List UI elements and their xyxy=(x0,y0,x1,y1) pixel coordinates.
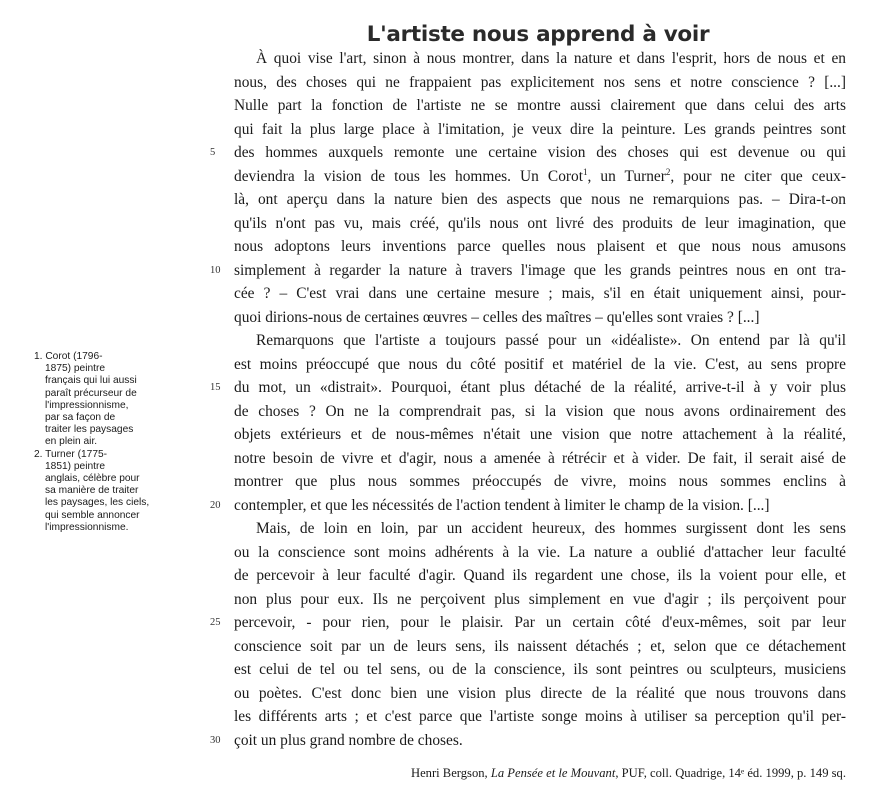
text-line xyxy=(234,118,846,142)
line-text: du mot, un «distrait». Pourquoi, étant plus détaché de la réalité, arrive-t-il à y voir plus xyxy=(234,379,846,396)
text-line xyxy=(234,423,846,447)
text-line xyxy=(234,588,846,612)
line-text: ou poètes. C'est donc bien une vision plus directe de la réalité que nous trouvons dans xyxy=(234,684,846,702)
footnote-line: en plein air. xyxy=(45,436,98,448)
line-text: À quoi vise l'art, sinon à nous montrer, dans la nature et dans l'esprit, hors de nous et en xyxy=(256,50,846,67)
line-text: de choses ? On ne la comprendrait pas, si la vision que nous avons ordinairement des xyxy=(234,402,846,420)
line-text: est celui de tel ou tel sens, ou de la conscience, ils sont peintres ou sculpteurs, musiciens xyxy=(234,661,846,678)
line-text: qui fait la plus large place à l'imitation, je veux dire la peinture. Les grands peintres sont xyxy=(234,120,846,138)
line-text: notre besoin de vivre et d'agir, nous a amenée à rétrécir et à vider. De fait, il serait aisé de xyxy=(234,449,846,467)
text-line xyxy=(234,564,846,588)
line-text: nous adoptons leurs inventions parce quelles nous plaisent et que nous nous amusons xyxy=(234,238,846,255)
line-text: nous, des choses qui ne frappaient pas explicitement nos sens et notre conscience ? [...] xyxy=(234,73,846,91)
line-number: 30 xyxy=(210,734,221,746)
text-line xyxy=(234,235,846,259)
text-line xyxy=(234,541,846,565)
line-text: contempler, et que les nécessités de l'action tendent à limiter le champ de la vision. [...] xyxy=(234,496,770,514)
footnote-line: 2. Turner (1775- xyxy=(34,448,108,460)
text-line xyxy=(234,306,846,330)
line-text: Nulle part la fonction de l'artiste ne se montre aussi clairement que dans celui des arts xyxy=(234,97,846,114)
text-line xyxy=(234,658,846,682)
footnote xyxy=(34,351,186,449)
line-text: simplement à regarder la nature à travers l'image que les grands peintres nous en ont tra- xyxy=(234,261,846,279)
text-line xyxy=(234,705,846,729)
text-line xyxy=(210,494,846,518)
line-text: conscience soit par un de leurs sens, ils naissent détachés ; et, selon que ce détachement xyxy=(234,637,846,655)
text-line xyxy=(210,259,846,283)
line-text: montrer que plus nous sommes préoccupés de vivre, moins nous sommes enclins à xyxy=(234,473,846,490)
line-number: 25 xyxy=(210,617,221,628)
source-book-title: La Pensée et le Mouvant xyxy=(490,766,616,780)
text-line xyxy=(234,470,846,494)
footnote-line: l'impressionnisme. xyxy=(45,521,129,533)
line-text: ou la conscience sont moins adhérents à la vie. La nature a oublié d'attacher leur faculté xyxy=(234,543,846,561)
text-line xyxy=(234,282,846,306)
line-text: des hommes auxquels remonte une certaine vision des choses qui est devenue ou qui xyxy=(234,144,846,161)
text-line xyxy=(234,47,846,71)
text-line xyxy=(234,188,846,212)
source-citation xyxy=(411,766,846,781)
text-line xyxy=(234,447,846,471)
line-text: là, ont aperçu dans la nature bien des aspects que nous ne remarquions pas. – Dira-t-on xyxy=(234,191,846,208)
line-text: est moins préoccupé que nous du côté positif et matériel de la vie. C'est, au sens propre xyxy=(234,355,846,373)
text-line xyxy=(210,376,846,400)
line-text: çoit un plus grand nombre de choses. xyxy=(234,731,463,749)
line-number: 10 xyxy=(210,264,221,276)
line-text: Mais, de loin en loin, par un accident heureux, des hommes surgissent dont les sens xyxy=(256,520,846,537)
text-line xyxy=(234,71,846,95)
footnote-line: l'impressionnisme, xyxy=(45,399,129,411)
text-line xyxy=(234,682,846,706)
line-text: Remarquons que l'artiste a toujours passé pour un «idéaliste». On entend par là qu'il xyxy=(256,332,846,349)
footnote-line: 1. Corot (1796- xyxy=(34,351,103,362)
line-text: objets extérieurs et de nous-mêmes n'était une vision que notre attachement à la réalité, xyxy=(234,426,846,443)
footnote-line: 1875) peintre xyxy=(45,363,106,375)
footnote-line: sa manière de traiter xyxy=(45,485,139,497)
line-text: cée ? – C'est vrai dans une certaine mesure ; mais, s'il en était uniquement ainsi, pour- xyxy=(234,285,846,302)
text-line xyxy=(234,353,846,377)
text-line xyxy=(234,517,846,541)
footnote-line: paraît précurseur de xyxy=(45,387,137,399)
text-line xyxy=(210,141,846,165)
text-line xyxy=(234,165,846,189)
footnote-line: par sa façon de xyxy=(45,412,116,424)
line-text: non plus pour eux. Ils ne perçoivent plus simplement en vue d'agir ; ils perçoivent pour xyxy=(234,590,846,608)
text-line xyxy=(234,212,846,236)
footnote-line: français qui lui aussi xyxy=(45,375,137,387)
source-details: , PUF, coll. Quadrige, 14ᵉ éd. 1999, p. 149 sq. xyxy=(615,766,846,780)
footnote-ref: 2 xyxy=(665,166,671,177)
line-number: 15 xyxy=(210,382,221,393)
text-line xyxy=(234,400,846,424)
line-text: qu'ils n'ont pas vu, mais créé, qu'ils nous ont livré des produits de leur imagination, que xyxy=(234,214,846,232)
main-text xyxy=(210,47,846,752)
line-text: les différents arts ; et c'est parce que l'artiste songe moins à utiliser sa perception qu'il per- xyxy=(234,708,846,725)
text-line xyxy=(234,329,846,353)
footnote-line: les paysages, les ciels, xyxy=(45,497,150,509)
text-line xyxy=(210,729,846,753)
text-line xyxy=(234,635,846,659)
footnote xyxy=(34,449,186,534)
text-line xyxy=(234,94,846,118)
footnote-line: 1851) peintre xyxy=(45,460,106,472)
line-number: 5 xyxy=(210,147,216,158)
footnotes xyxy=(34,351,186,534)
line-number: 20 xyxy=(210,499,221,511)
footnote-line: anglais, célèbre pour xyxy=(45,473,140,485)
line-text: de percevoir à leur faculté d'agir. Quand ils regardent une chose, ils la voient pour elle, et xyxy=(234,567,846,584)
line-text: deviendra la vision de tous les hommes. Un Corot$^1$, un Turner$^2$, pour ne citer que ceux- xyxy=(234,166,846,185)
footnote-line: traiter les paysages xyxy=(45,424,134,436)
line-text: percevoir, - pour rien, pour le plaisir. Par un certain côté d'eux-mêmes, soit par leur xyxy=(234,614,846,631)
source-author: Henri Bergson, xyxy=(410,766,491,780)
footnote-line: qui semble annoncer xyxy=(45,509,140,521)
footnote-ref: 1 xyxy=(582,166,588,177)
text-line xyxy=(210,611,846,635)
line-text: quoi dirions-nous de certaines œuvres – celles des maîtres – qu'elles sont vraies ? [...] xyxy=(234,308,760,326)
page-title: L'artiste nous apprend à voir xyxy=(366,22,710,47)
